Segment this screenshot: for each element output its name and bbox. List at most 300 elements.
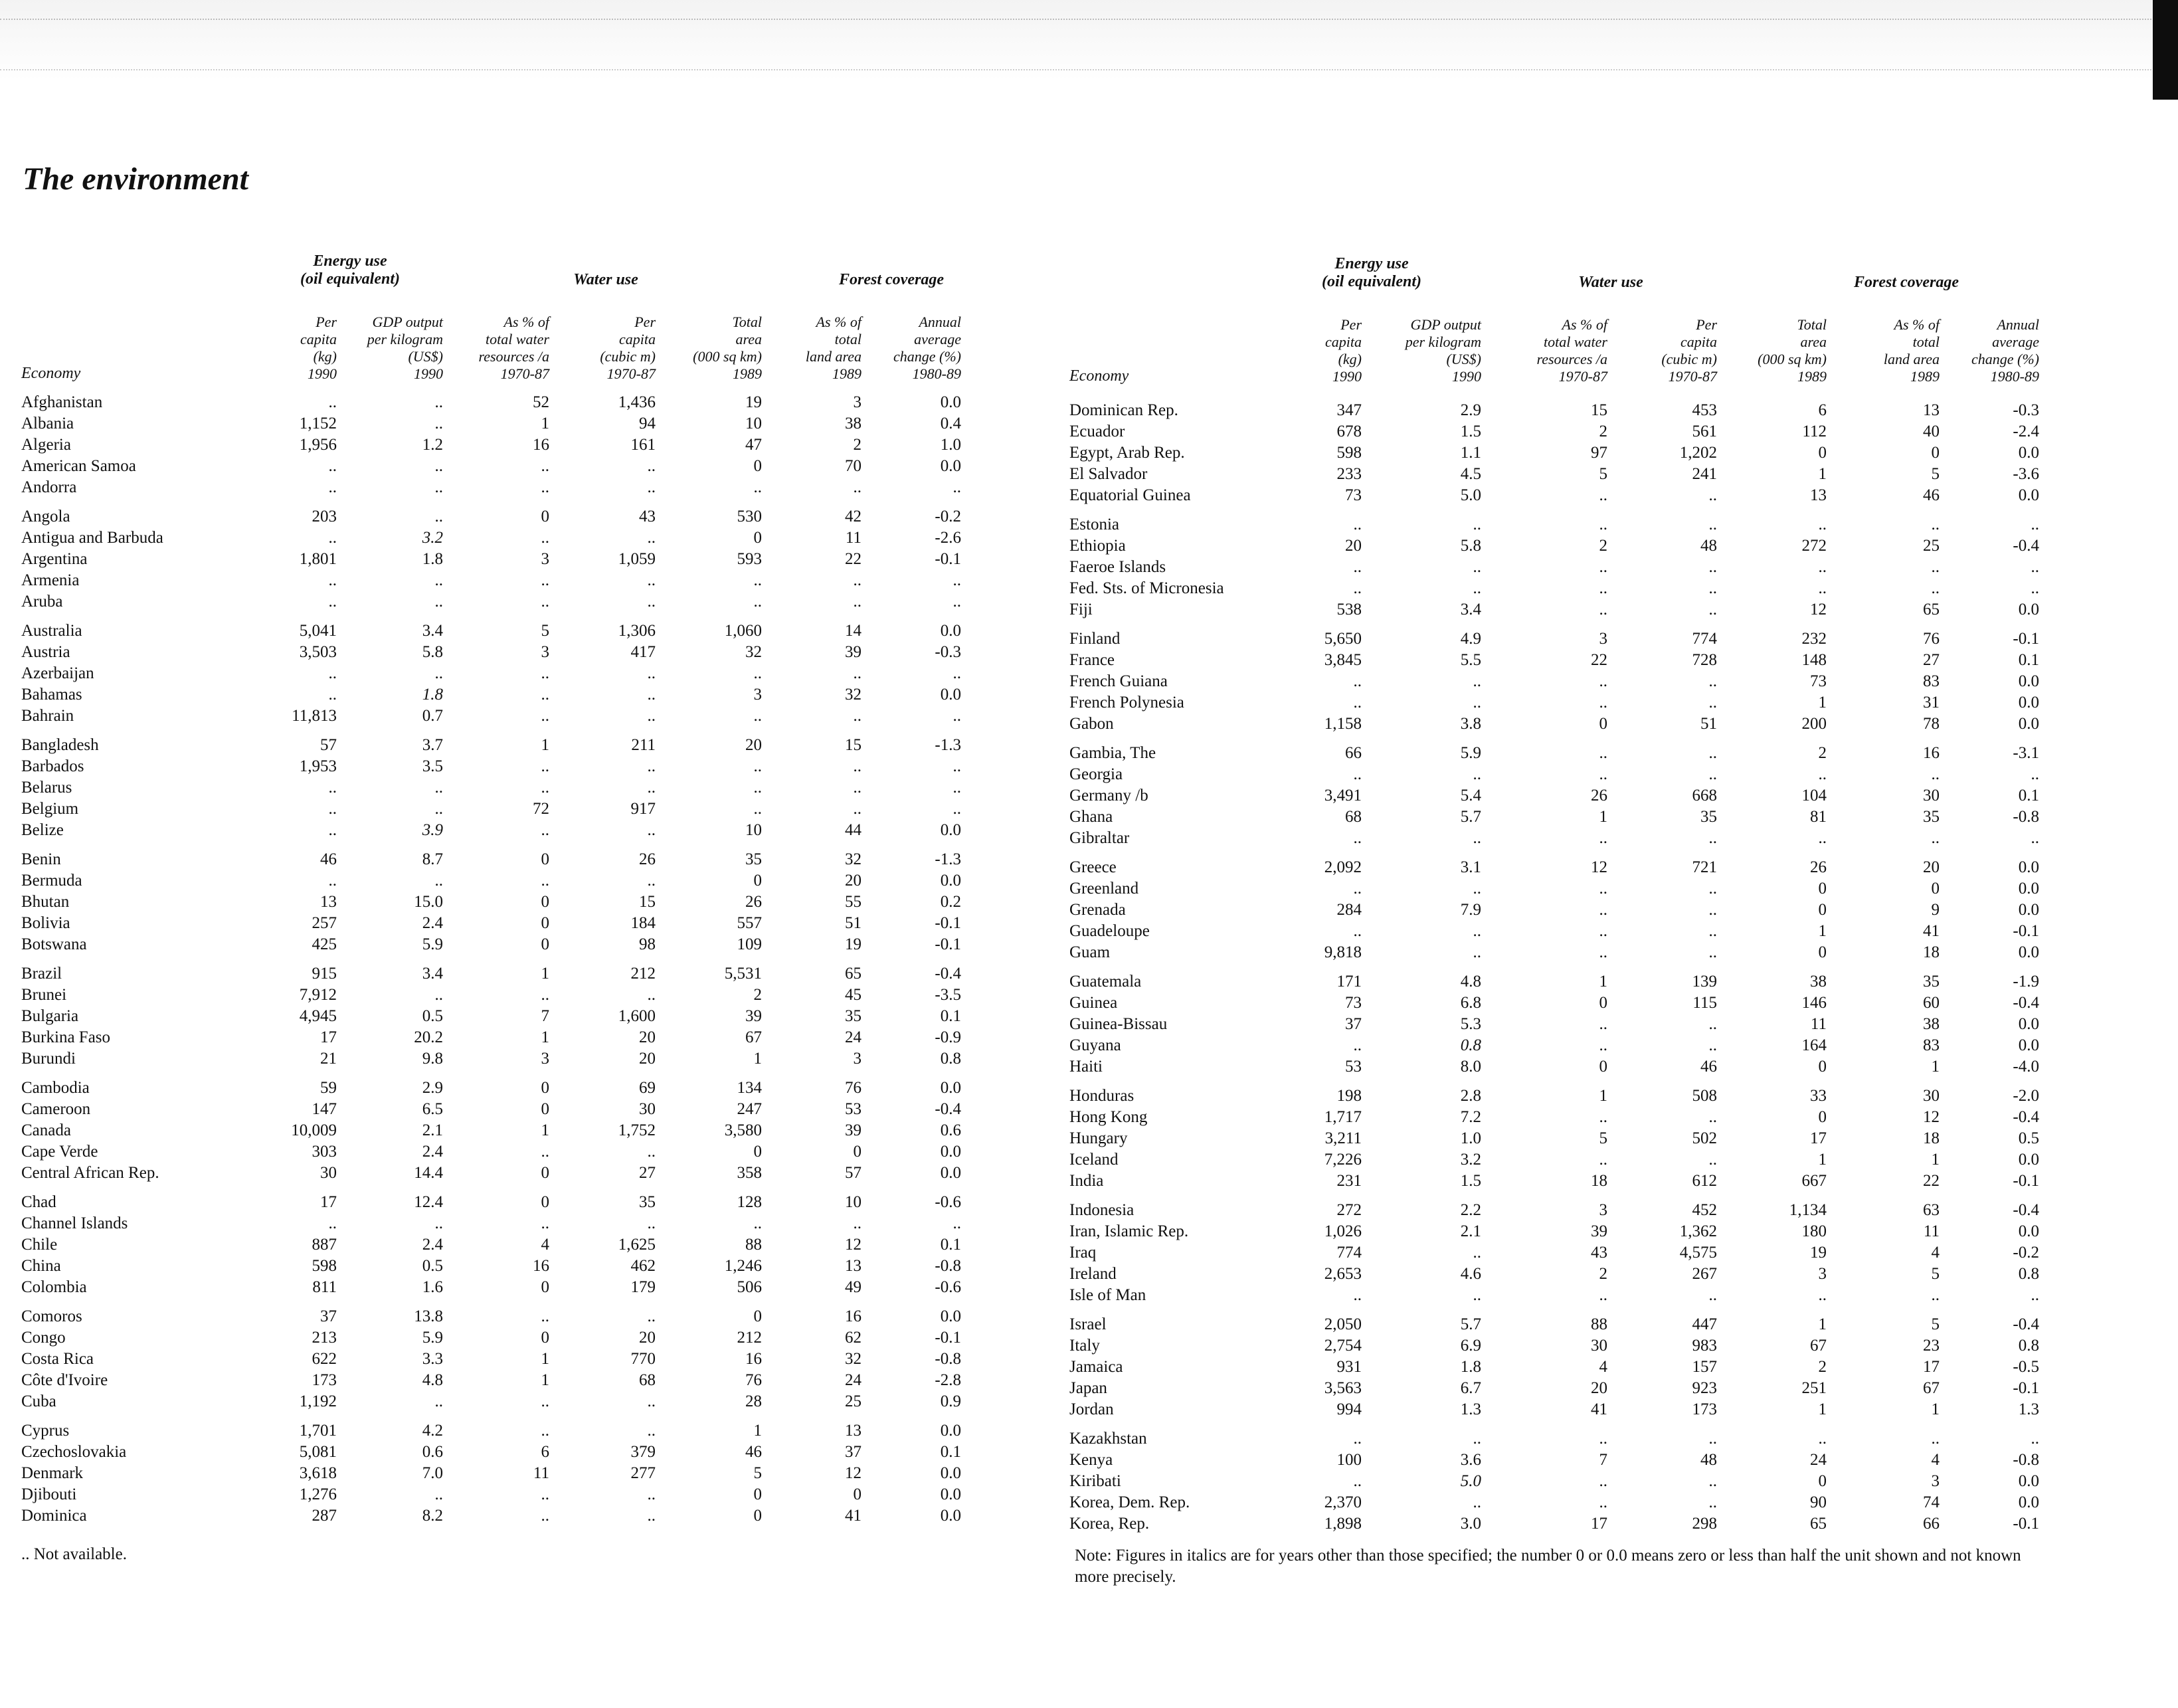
economy-name-cell: Argentina [21,550,88,568]
value-cell: -0.9 [935,1028,961,1046]
economy-name-cell: Japan [1069,1379,1107,1397]
value-cell: 76 [845,1079,862,1097]
value-cell: 173 [312,1371,337,1389]
value-cell: .. [1599,1430,1607,1448]
value-cell: 40 [1923,423,1940,440]
table-row [21,477,961,498]
value-cell: 9.8 [422,1050,443,1068]
value-cell: 3.4 [422,622,443,640]
value-cell: 41 [1591,1400,1607,1418]
economy-name-cell: Isle of Man [1069,1286,1146,1304]
value-cell: 502 [1692,1129,1717,1147]
value-cell: .. [647,1507,656,1525]
table-row [21,1141,961,1163]
column-header: Per capita (kg) 1990 [300,314,337,382]
value-cell: -0.1 [2013,1515,2039,1533]
value-cell: -1.3 [935,850,961,868]
value-cell: 68 [1345,808,1362,826]
table-row [1069,578,2039,599]
value-cell: -0.2 [935,508,961,525]
economy-name-cell: Bahamas [21,686,82,704]
forest-group-label: Forest coverage [1854,274,1959,291]
economy-name-cell: Finland [1069,630,1121,648]
value-cell: .. [1708,1015,1717,1033]
value-cell: .. [1931,1286,1940,1304]
table-row [1069,1471,2039,1492]
value-cell: 53 [1345,1058,1362,1076]
data-table-right [1069,400,2039,1535]
value-cell: .. [328,593,337,611]
value-cell: 6.5 [422,1100,443,1118]
value-cell: 78 [1923,715,1940,733]
value-cell: 3,618 [299,1464,337,1482]
value-cell: 10,009 [291,1121,337,1139]
value-cell: .. [541,1485,549,1503]
value-cell: 0 [541,893,549,911]
value-cell: 0 [1818,1108,1827,1126]
value-cell: .. [328,457,337,475]
value-cell: -0.3 [935,643,961,661]
value-cell: 538 [1336,601,1362,618]
value-cell: .. [1708,1472,1717,1490]
economy-name-cell: Guatemala [1069,973,1142,991]
table-row [1069,963,2039,993]
value-cell: 17 [320,1028,337,1046]
table-row [1069,1378,2039,1399]
value-cell: .. [1473,1286,1481,1304]
value-cell: 7,226 [1324,1151,1362,1169]
table-body-left [21,392,961,1527]
table-row [21,1006,961,1027]
economy-name-cell: Barbados [21,757,84,775]
economy-name-cell: Ghana [1069,808,1113,826]
value-cell: .. [1473,558,1481,576]
value-cell: 115 [1692,994,1717,1012]
value-cell: .. [853,1214,862,1232]
value-cell: .. [541,872,549,890]
value-cell: .. [647,1307,656,1325]
value-cell: 5.9 [422,935,443,953]
value-cell: 67 [745,1028,762,1046]
value-cell: .. [1599,901,1607,919]
value-cell: 1,306 [618,622,656,640]
table-row [21,985,961,1006]
economy-name-cell: Dominica [21,1507,87,1525]
economy-name-cell: Ethiopia [1069,537,1126,555]
value-cell: 81 [1810,808,1827,826]
value-cell: 0.7 [422,707,443,725]
value-cell: 915 [312,965,337,983]
value-cell: 22 [1591,651,1607,669]
value-cell: .. [434,986,443,1004]
value-cell: 17 [1923,1358,1940,1376]
economy-name-cell: Belarus [21,779,72,797]
value-cell: 3 [853,1050,862,1068]
table-row [1069,1078,2039,1107]
value-cell: 26 [745,893,762,911]
value-cell: 0 [541,1100,549,1118]
table-row [1069,1149,2039,1171]
value-cell: 3,491 [1324,787,1362,805]
value-cell: 26 [1810,858,1827,876]
table-row [21,1442,961,1463]
economy-name-cell: Jordan [1069,1400,1114,1418]
value-cell: 2,092 [1324,858,1362,876]
value-cell: 0.0 [940,1164,961,1182]
table-row [1069,485,2039,506]
value-cell: 4 [1599,1358,1607,1376]
value-cell: 37 [320,1307,337,1325]
forest-group-header [759,271,1024,289]
value-cell: 7 [541,1007,549,1025]
value-cell: .. [328,1214,337,1232]
value-cell: 5 [753,1464,762,1482]
economy-name-cell: Gambia, The [1069,744,1156,762]
value-cell: 32 [745,643,762,661]
value-cell: 257 [312,914,337,932]
value-cell: 22 [845,550,862,568]
value-cell: 0.0 [940,1485,961,1503]
value-cell: 1.3 [2018,1400,2039,1418]
value-cell: 2 [1599,537,1607,555]
value-cell: 3 [753,686,762,704]
value-cell: 10 [745,821,762,839]
value-cell: .. [1708,1036,1717,1054]
value-cell: .. [541,821,549,839]
table-row [1069,785,2039,807]
column-header: GDP output per kilogram (US$) 1990 [1405,316,1481,385]
table-row [1069,942,2039,963]
economy-name-cell: Austria [21,643,70,661]
economy-name-cell: Channel Islands [21,1214,128,1232]
value-cell: 128 [737,1193,762,1211]
value-cell: .. [1599,744,1607,762]
value-cell: .. [1708,672,1717,690]
energy-group-header [1295,255,1448,291]
value-cell: .. [541,593,549,611]
value-cell: 25 [845,1392,862,1410]
value-cell: 24 [845,1028,862,1046]
value-cell: 211 [631,736,656,754]
value-cell: .. [434,872,443,890]
table-row [21,913,961,934]
value-cell: .. [753,1214,762,1232]
value-cell: 4 [1931,1451,1940,1469]
value-cell: 7.0 [422,1464,443,1482]
value-cell: .. [1473,1430,1481,1448]
value-cell: 3 [541,550,549,568]
value-cell: 1.0 [940,436,961,454]
value-cell: .. [1599,943,1607,961]
value-cell: .. [1931,765,1940,783]
value-cell: 5,650 [1324,630,1362,648]
value-cell: 1,717 [1324,1108,1362,1126]
value-cell: 38 [1810,973,1827,991]
value-cell: 3.3 [422,1350,443,1368]
value-cell: 1 [1931,1151,1940,1169]
value-cell: 16 [533,1257,549,1275]
column-header: As % of total water resources /a 1970-87 [478,314,549,382]
value-cell: 37 [845,1443,862,1461]
value-cell: .. [1708,880,1717,898]
table-row [21,1349,961,1370]
table-row [1069,1513,2039,1535]
value-cell: 30 [1923,787,1940,805]
value-cell: 0.0 [940,1079,961,1097]
value-cell: 0.0 [2018,1036,2039,1054]
value-cell: .. [1708,516,1717,533]
value-cell: .. [1353,765,1362,783]
energy-group-label: Energy use [313,252,387,270]
value-cell: 2.1 [1460,1222,1481,1240]
value-cell: 27 [1923,651,1940,669]
value-cell: 17 [1591,1515,1607,1533]
value-cell: -0.1 [2013,922,2039,940]
value-cell: 46 [745,1443,762,1461]
economy-name-cell: Iraq [1069,1244,1097,1262]
value-cell: .. [753,664,762,682]
value-cell: 72 [533,800,549,818]
economy-name-cell: Gibraltar [1069,829,1130,847]
value-cell: 774 [1692,630,1717,648]
economy-name-cell: Iran, Islamic Rep. [1069,1222,1189,1240]
value-cell: .. [1353,1036,1362,1054]
value-cell: 2,370 [1324,1493,1362,1511]
value-cell: 13.8 [414,1307,443,1325]
value-cell: 11 [533,1464,549,1482]
footnote-note: Note: Figures in italics are for years other than those specified; the number 0 or 0.0 means zero or less than half the unit shown and not known more precisely. [1075,1547,2021,1586]
value-cell: 4 [1931,1244,1940,1262]
value-cell: .. [1473,765,1481,783]
value-cell: .. [1353,1430,1362,1448]
value-cell: .. [434,478,443,496]
value-cell: -0.6 [935,1193,961,1211]
value-cell: .. [1353,558,1362,576]
value-cell: .. [1599,516,1607,533]
table-row [21,841,961,870]
value-cell: 2.4 [422,914,443,932]
value-cell: 3.1 [1460,858,1481,876]
value-cell: 15 [639,893,656,911]
value-cell: 1 [1818,694,1827,712]
value-cell: -0.1 [2013,1379,2039,1397]
value-cell: 272 [1801,537,1827,555]
value-cell: 3 [1599,630,1607,648]
value-cell: 1.1 [1460,444,1481,462]
value-cell: 0 [1818,1472,1827,1490]
table-row [21,1120,961,1141]
value-cell: 1,192 [299,1392,337,1410]
value-cell: 20 [1923,858,1940,876]
value-cell: 184 [630,914,656,932]
economy-name-cell: Brunei [21,986,67,1004]
value-cell: 1 [1818,1151,1827,1169]
value-cell: 30 [639,1100,656,1118]
value-cell: 5 [1599,1129,1607,1147]
economy-name-cell: French Guiana [1069,672,1168,690]
value-cell: .. [1708,694,1717,712]
value-cell: 11 [845,529,862,547]
value-cell: 5.0 [1460,1472,1481,1490]
value-cell: .. [2031,765,2039,783]
value-cell: 5 [1931,1315,1940,1333]
value-cell: .. [647,1143,656,1161]
value-cell: 721 [1692,858,1717,876]
value-cell: 508 [1692,1087,1717,1105]
value-cell: .. [1708,922,1717,940]
value-cell: 90 [1810,1493,1827,1511]
value-cell: 20 [639,1050,656,1068]
value-cell: 2,653 [1324,1265,1362,1283]
economy-name-cell: France [1069,651,1115,669]
value-cell: 3.6 [1460,1451,1481,1469]
value-cell: -0.4 [2013,1201,2039,1219]
table-row [21,1070,961,1099]
value-cell: .. [1599,1015,1607,1033]
column-header: Per capita (kg) 1990 [1325,316,1362,385]
value-cell: 0.0 [2018,601,2039,618]
value-cell: .. [541,1307,549,1325]
value-cell: 4,945 [299,1007,337,1025]
energy-group-label: Energy use [1334,255,1409,272]
economy-name-cell: Fed. Sts. of Micronesia [1069,579,1224,597]
value-cell: .. [953,800,961,818]
value-cell: .. [1931,1430,1940,1448]
column-header: Total area (000 sq km) 1989 [1758,316,1827,385]
economy-name-cell: Dominican Rep. [1069,401,1178,419]
value-cell: 2 [1818,744,1827,762]
value-cell: 6 [1818,401,1827,419]
value-cell: 35 [1700,808,1717,826]
value-cell: 1,956 [299,436,337,454]
value-cell: 0 [1818,901,1827,919]
table-row [1069,1171,2039,1192]
value-cell: .. [1708,579,1717,597]
value-cell: 8.2 [422,1507,443,1525]
value-cell: .. [1708,943,1717,961]
value-cell: 0 [753,1307,762,1325]
value-cell: .. [1931,829,1940,847]
table-row [1069,1399,2039,1420]
value-cell: 0.0 [2018,943,2039,961]
economy-name-cell: India [1069,1172,1104,1190]
table-row [21,777,961,799]
value-cell: 447 [1692,1315,1717,1333]
value-cell: 0.0 [2018,1222,2039,1240]
value-cell: 0.6 [940,1121,961,1139]
table-row [1069,692,2039,713]
scan-edge-bar [2153,0,2178,100]
value-cell: 66 [1923,1515,1940,1533]
value-cell: 0.0 [2018,1151,2039,1169]
value-cell: .. [1818,558,1827,576]
value-cell: 462 [630,1257,656,1275]
value-cell: 5.0 [1460,486,1481,504]
economy-name-cell: Australia [21,622,82,640]
value-cell: 16 [845,1307,862,1325]
value-cell: 46 [1700,1058,1717,1076]
economy-name-cell: Djibouti [21,1485,77,1503]
value-cell: .. [1599,1286,1607,1304]
value-cell: 0.0 [2018,694,2039,712]
value-cell: 0.0 [940,821,961,839]
value-cell: 425 [312,935,337,953]
value-cell: 12 [845,1464,862,1482]
value-cell: 32 [845,686,862,704]
table-row [1069,1450,2039,1471]
value-cell: 2.8 [1460,1087,1481,1105]
value-cell: 774 [1336,1244,1362,1262]
value-cell: .. [1931,558,1940,576]
economy-name-cell: Burkina Faso [21,1028,111,1046]
value-cell: 12.4 [414,1193,443,1211]
value-cell: .. [647,1392,656,1410]
value-cell: 20.2 [414,1028,443,1046]
value-cell: 7.9 [1460,901,1481,919]
value-cell: .. [853,664,862,682]
value-cell: .. [647,1422,656,1440]
table-row [1069,1264,2039,1285]
value-cell: .. [1818,579,1827,597]
value-cell: 2.4 [422,1236,443,1254]
value-cell: 1,202 [1679,444,1717,462]
value-cell: 0 [1931,444,1940,462]
value-cell: 1 [541,736,549,754]
value-cell: -0.4 [935,965,961,983]
economy-name-cell: Bahrain [21,707,74,725]
value-cell: 3.5 [422,757,443,775]
economy-name-cell: Azerbaijan [21,664,94,682]
value-cell: .. [434,1392,443,1410]
value-cell: 251 [1801,1379,1827,1397]
value-cell: 2 [1599,1265,1607,1283]
value-cell: .. [1353,516,1362,533]
value-cell: 994 [1336,1400,1362,1418]
value-cell: .. [1599,829,1607,847]
value-cell: 0.8 [1460,1036,1481,1054]
value-cell: 98 [639,935,656,953]
value-cell: .. [2031,579,2039,597]
value-cell: 28 [745,1392,762,1410]
value-cell: 20 [745,736,762,754]
value-cell: 1 [1818,1315,1827,1333]
economy-name-cell: El Salvador [1069,465,1148,483]
value-cell: .. [647,529,656,547]
economy-name-cell: Germany /b [1069,787,1148,805]
value-cell: 1 [541,1028,549,1046]
table-row [21,892,961,913]
value-cell: 1 [1931,1400,1940,1418]
value-cell: 0.0 [940,1507,961,1525]
value-cell: 0.0 [2018,901,2039,919]
table-row [21,1277,961,1298]
economy-name-cell: Canada [21,1121,71,1139]
value-cell: .. [328,571,337,589]
value-cell: 213 [312,1329,337,1347]
table-row [21,1163,961,1184]
economy-name-cell: Korea, Dem. Rep. [1069,1493,1190,1511]
value-cell: .. [1931,579,1940,597]
value-cell: 3,845 [1324,651,1362,669]
value-cell: .. [541,686,549,704]
value-cell: 0 [541,1278,549,1296]
value-cell: 35 [845,1007,862,1025]
value-cell: .. [434,457,443,475]
value-cell: .. [647,571,656,589]
value-cell: 59 [320,1079,337,1097]
value-cell: 1,026 [1324,1222,1362,1240]
value-cell: 272 [1336,1201,1362,1219]
